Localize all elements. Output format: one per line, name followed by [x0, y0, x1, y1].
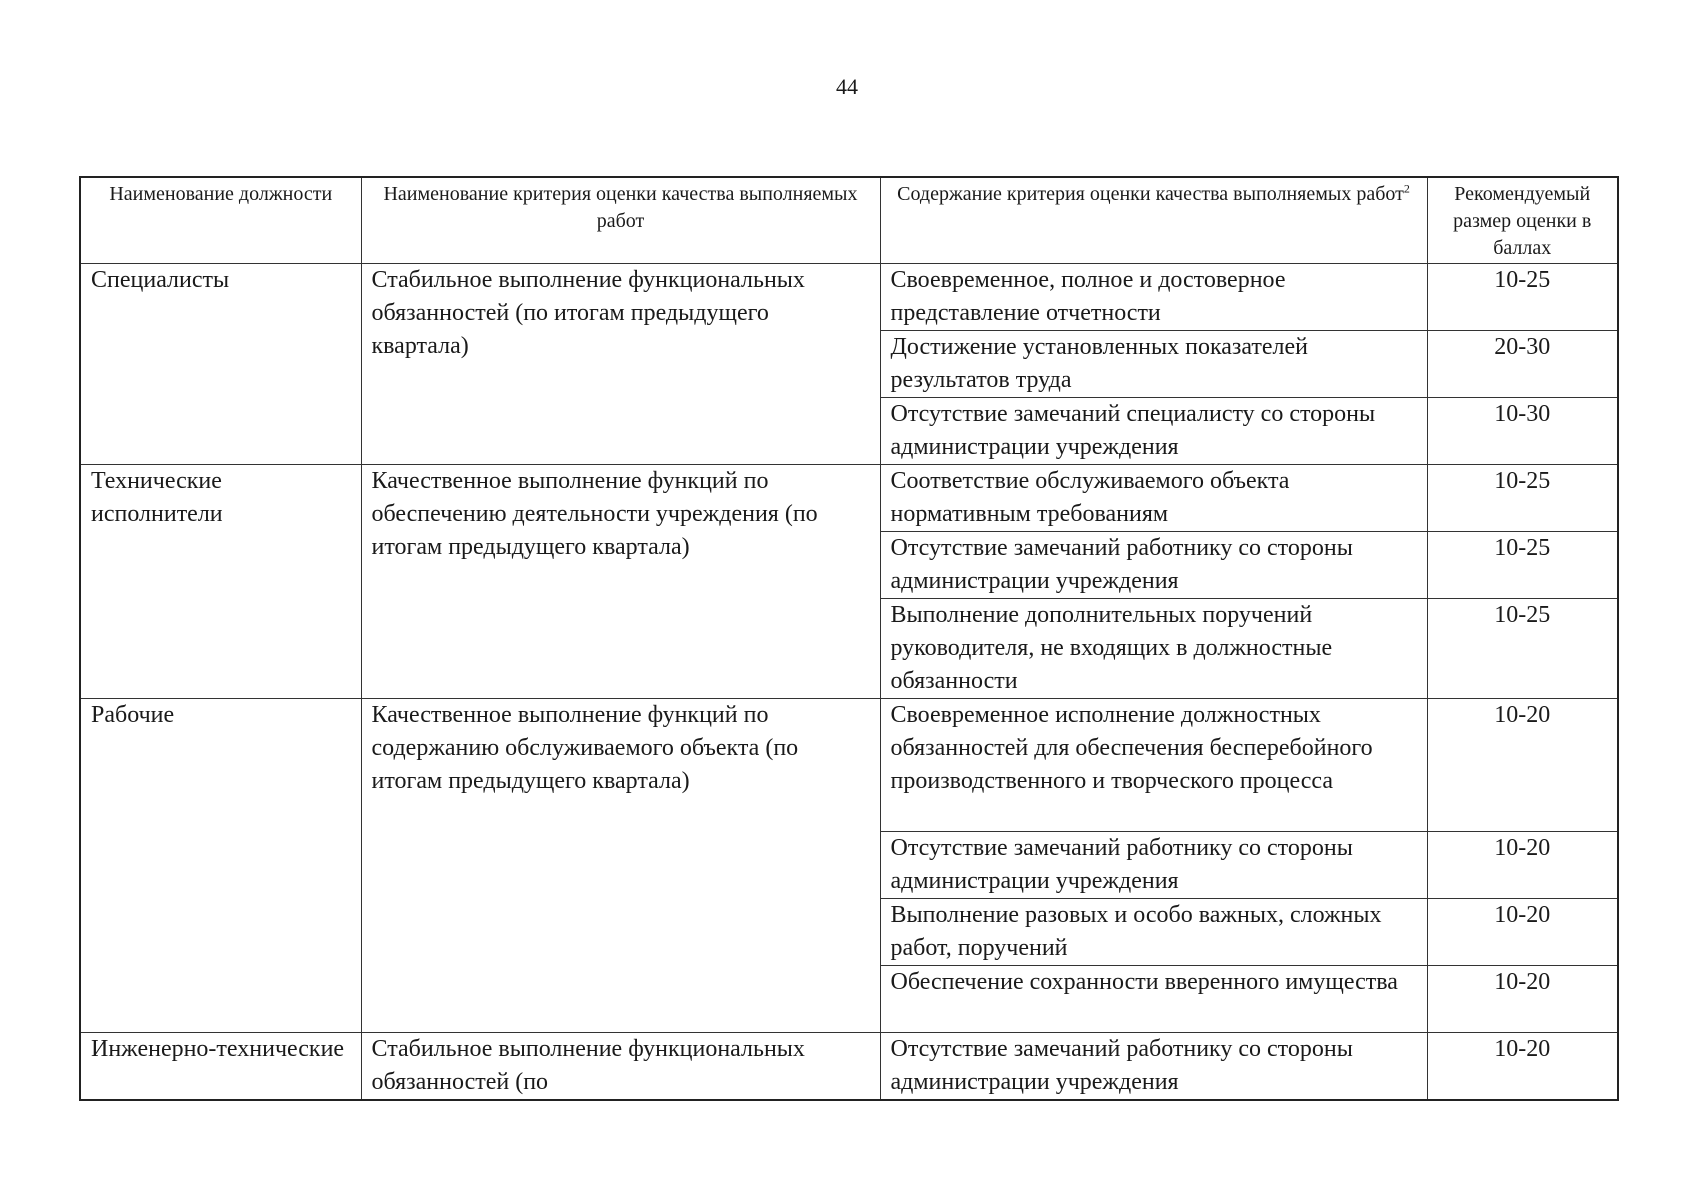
score-cell: 20-30	[1427, 331, 1618, 398]
content-cell: Соответствие обслуживаемого объекта нормативным требованиям	[880, 465, 1427, 532]
criterion-cell: Качественное выполнение функций по содержанию обслуживаемого объекта (по итогам предыдущего квартала)	[361, 699, 880, 1033]
header-score: Рекомендуемый размер оценки в баллах	[1427, 177, 1618, 264]
page-number: 44	[836, 74, 858, 99]
score-cell: 10-20	[1427, 966, 1618, 1033]
table-row	[80, 465, 1618, 532]
score-cell: 10-30	[1427, 398, 1618, 465]
table-header-row	[80, 177, 1618, 264]
content-cell: Своевременное, полное и достоверное представление отчетности	[880, 264, 1427, 331]
position-cell: Технические исполнители	[80, 465, 361, 699]
content-cell: Выполнение дополнительных поручений руководителя, не входящих в должностные обязанности	[880, 599, 1427, 699]
score-cell: 10-20	[1427, 832, 1618, 899]
content-cell: Выполнение разовых и особо важных, сложных работ, поручений	[880, 899, 1427, 966]
score-cell: 10-20	[1427, 899, 1618, 966]
score-cell: 10-20	[1427, 699, 1618, 832]
score-cell: 10-25	[1427, 532, 1618, 599]
header-criterion-content-text: Содержание критерия оценки качества выполняемых работ	[897, 183, 1404, 205]
score-cell: 10-25	[1427, 465, 1618, 532]
content-cell: Достижение установленных показателей результатов труда	[880, 331, 1427, 398]
header-criterion-name: Наименование критерия оценки качества выполняемых работ	[361, 177, 880, 264]
content-cell: Отсутствие замечаний специалисту со стороны администрации учреждения	[880, 398, 1427, 465]
score-cell: 10-25	[1427, 264, 1618, 331]
criteria-table	[79, 176, 1619, 1101]
criterion-cell: Стабильное выполнение функциональных обязанностей (по итогам предыдущего квартала)	[361, 264, 880, 465]
position-cell: Рабочие	[80, 699, 361, 1033]
score-cell: 10-25	[1427, 599, 1618, 699]
header-criterion-content	[880, 177, 1427, 264]
table-row	[80, 699, 1618, 832]
content-cell: Отсутствие замечаний работнику со стороны администрации учреждения	[880, 532, 1427, 599]
footnote-marker: 2	[1403, 181, 1410, 196]
content-cell: Отсутствие замечаний работнику со стороны администрации учреждения	[880, 1033, 1427, 1101]
content-cell: Своевременное исполнение должностных обязанностей для обеспечения бесперебойного производственного и творческого процесса	[880, 699, 1427, 832]
score-cell: 10-20	[1427, 1033, 1618, 1101]
table-row	[80, 264, 1618, 331]
position-cell: Специалисты	[80, 264, 361, 465]
header-position: Наименование должности	[80, 177, 361, 264]
content-cell: Отсутствие замечаний работнику со стороны администрации учреждения	[880, 832, 1427, 899]
position-cell: Инженерно-технические	[80, 1033, 361, 1101]
criterion-cell: Качественное выполнение функций по обеспечению деятельности учреждения (по итогам предыдущего квартала)	[361, 465, 880, 699]
criterion-cell: Стабильное выполнение функциональных обязанностей (по	[361, 1033, 880, 1101]
content-cell: Обеспечение сохранности вверенного имущества	[880, 966, 1427, 1033]
table-row	[80, 1033, 1618, 1101]
